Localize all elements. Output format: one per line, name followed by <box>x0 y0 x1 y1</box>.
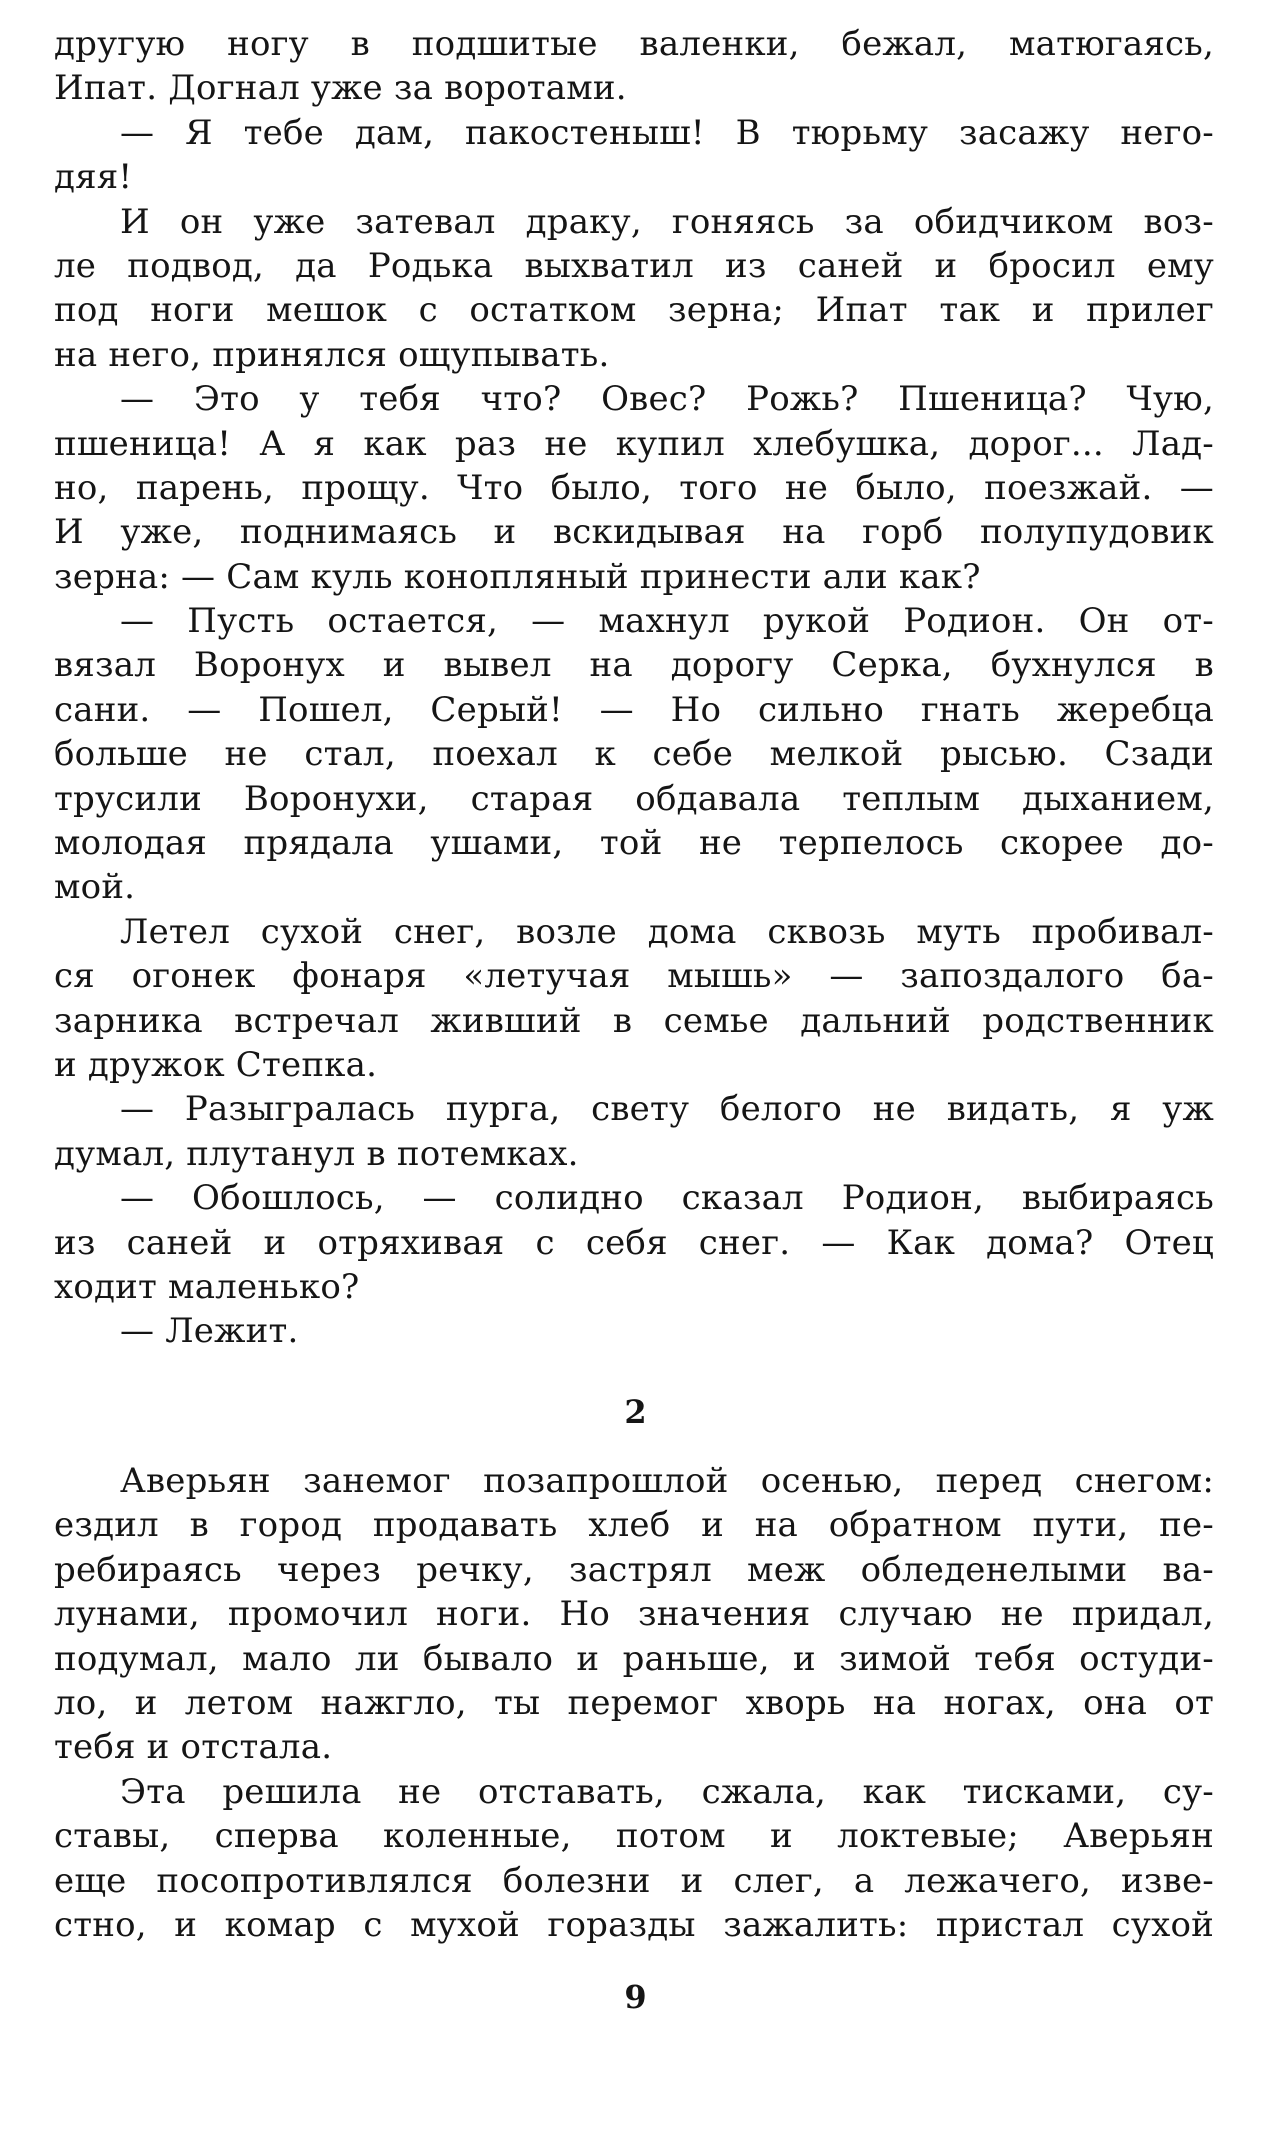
text-line: вязал Воронух и вывел на дорогу Серка, бухнулся в <box>54 645 1214 686</box>
text-line: ездил в город продавать хлеб и на обратном пути, пе- <box>54 1505 1214 1546</box>
text-line: еще посопротивлялся болезни и слег, а лежачего, изве- <box>54 1860 1214 1901</box>
text-line: ходит маленько? <box>54 1266 360 1307</box>
text-line: другую ногу в подшитые валенки, бежал, матюгаясь, <box>54 24 1214 64</box>
text-line: тебя и отстала. <box>54 1727 333 1768</box>
text-line: — Разыгралась пурга, свету белого не видать, я уж <box>120 1089 1214 1130</box>
text-line: Аверьян занемог позапрошлой осенью, перед снегом: <box>120 1461 1214 1501</box>
text-line: пшеница! А я как раз не купил хлебушка, дорог... Лад- <box>54 423 1214 464</box>
text-line: — Лежит. <box>120 1311 299 1352</box>
text-line: Эта решила не отставать, сжала, как тисками, су- <box>120 1771 1214 1812</box>
text-block-part2 <box>54 1459 1214 1947</box>
text-line: зарника встречал живший в семье дальний родственник <box>54 1000 1214 1041</box>
text-line: зерна: — Сам куль конопляный принести али как? <box>54 556 981 597</box>
text-line: трусили Воронухи, старая обдавала теплым дыханием, <box>54 778 1214 819</box>
text-line: стно, и комар с мухой горазды зажалить: пристал сухой <box>54 1904 1214 1945</box>
text-line: ло, и летом нажгло, ты перемог хворь на ногах, она от <box>54 1682 1214 1723</box>
text-line: И он уже затевал драку, гоняясь за обидчиком воз- <box>120 201 1214 242</box>
text-line: — Обошлось, — солидно сказал Родион, выбираясь <box>120 1178 1214 1219</box>
text-line: думал, плутанул в потемках. <box>54 1133 579 1174</box>
text-line: — Это у тебя что? Овес? Рожь? Пшеница? Чую, <box>120 379 1214 420</box>
text-line: ся огонек фонаря «летучая мышь» — запоздалого ба- <box>54 956 1214 997</box>
text-line: лунами, промочил ноги. Но значения случаю не придал, <box>54 1594 1214 1635</box>
text-line: сани. — Пошел, Серый! — Но сильно гнать жеребца <box>54 689 1214 730</box>
text-line: ребираясь через речку, застрял меж обледенелыми ва- <box>54 1549 1214 1590</box>
text-line: мой. <box>54 867 136 908</box>
text-line: ле подвод, да Родька выхватил из саней и бросил ему <box>54 245 1214 286</box>
text-block-part1 <box>54 22 1214 1354</box>
text-line: ставы, сперва коленные, потом и локтевые; Аверьян <box>54 1816 1214 1857</box>
text-line: — Пусть остается, — махнул рукой Родион. Он от- <box>120 601 1214 642</box>
page-number: 9 <box>624 1978 647 2016</box>
text-line: молодая прядала ушами, той не терпелось скорее до- <box>54 823 1214 864</box>
text-line: И уже, поднимаясь и вскидывая на горб полупудовик <box>54 512 1214 553</box>
text-line: но, парень, прощу. Что было, того не было, поезжай. — <box>54 467 1214 508</box>
text-line: — Я тебе дам, пакостеныш! В тюрьму засажу него- <box>120 112 1214 153</box>
text-line: под ноги мешок с остатком зерна; Ипат так и прилег <box>54 290 1214 331</box>
text-line: дяя! <box>54 157 133 198</box>
text-line: из саней и отряхивая с себя снег. — Как дома? Отец <box>54 1222 1214 1263</box>
text-line: Ипат. Догнал уже за воротами. <box>54 68 627 109</box>
text-line: больше не стал, поехал к себе мелкой рысью. Сзади <box>54 734 1214 775</box>
text-line: Летел сухой снег, возле дома сквозь муть пробивал- <box>120 911 1214 952</box>
text-line: на него, принялся ощупывать. <box>54 334 610 375</box>
text-line: подумал, мало ли бывало и раньше, и зимой тебя остуди- <box>54 1638 1214 1679</box>
section-number: 2 <box>624 1393 647 1431</box>
text-line: и дружок Степка. <box>54 1044 378 1085</box>
